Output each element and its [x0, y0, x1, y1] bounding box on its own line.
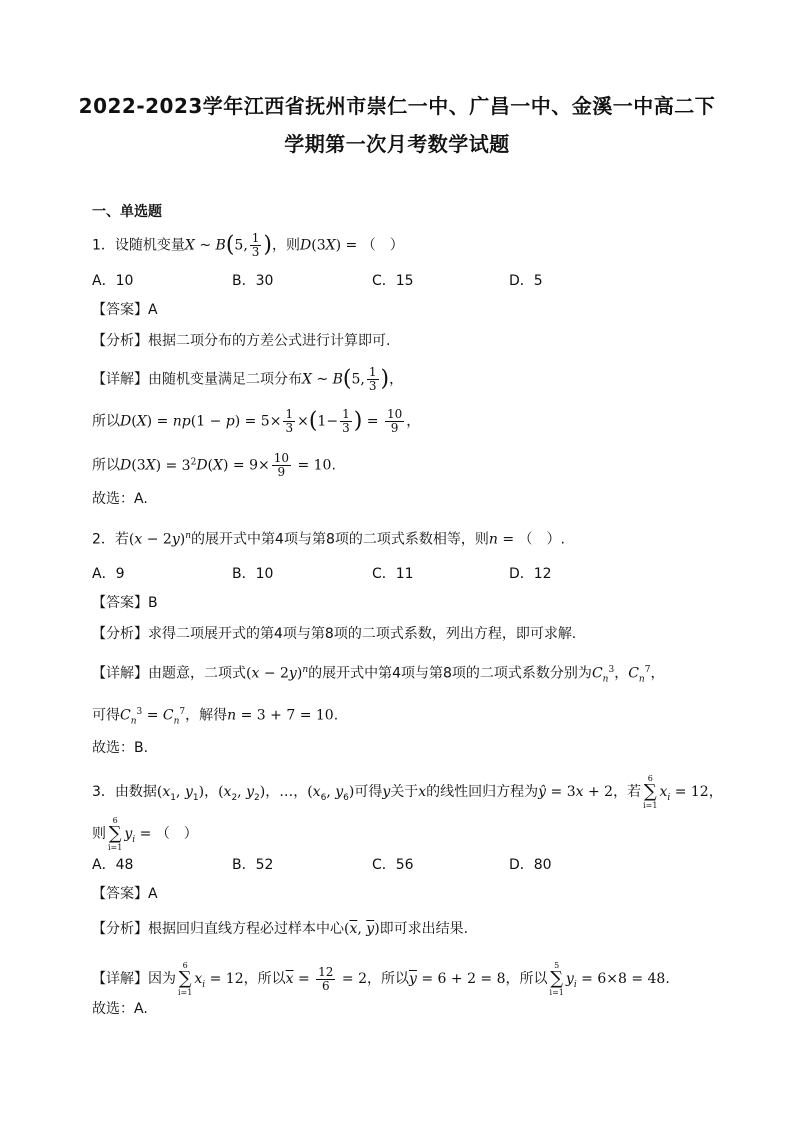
section-heading: 一、单选题: [92, 204, 162, 220]
q1-option-c: C．15: [372, 273, 414, 289]
q2-equation: 可得$C_n^3 = C_n^7$，解得n = 3 + 7 = 10.: [92, 707, 339, 727]
q2-choice: 故选：B.: [92, 740, 149, 756]
q3-detail: 【详解】因为 6 ∑ i=1 $x_i = 12$，所以$\overline{x}$ = $\frac{12}{6}$ = 2，所以$\overline{y} = 6 + 2 = 8$，所以 5 ∑ i=1 $y_i = 6\times 8 = 48$.: [92, 961, 670, 997]
q3-option-a: A．48: [92, 857, 134, 873]
q2-stem: 2．若$(x - 2y)^n$的展开式中第4项与第8项的二项式系数相等，则n = （ ）.: [92, 531, 565, 548]
q2-answer: 【答案】B: [92, 595, 158, 611]
q1-option-d: D．5: [509, 273, 543, 289]
q3-answer: 【答案】A: [92, 886, 158, 902]
q2-option-c: C．11: [372, 566, 414, 582]
q2-option-d: D．12: [509, 566, 552, 582]
q1-analysis: 【分析】根据二项分布的方差公式进行计算即可.: [92, 333, 391, 349]
q2-option-a: A．9: [92, 566, 125, 582]
q1-option-b: B．30: [232, 273, 274, 289]
q2-analysis: 【分析】求得二项展开式的第4项与第8项的二项式系数，列出方程，即可求解.: [92, 626, 577, 642]
q2-option-b: B．10: [232, 566, 274, 582]
q1-detail: 【详解】由随机变量满足二项分布X ~ B(5, $\frac{1}{3}$ )，: [92, 365, 404, 393]
q3-option-d: D．80: [509, 857, 552, 873]
q1-option-a: A．10: [92, 273, 134, 289]
q3-question: 则 6 ∑ i=1 $y_i$ = （ ）: [92, 816, 198, 852]
q3-analysis: 【分析】根据回归直线方程必过样本中心($\overline{x}$, $\overline{y}$)即可求出结果.: [92, 921, 469, 937]
q1-choice: 故选：A.: [92, 491, 148, 507]
title-line-2: 学期第一次月考数学试题: [284, 132, 510, 156]
q1-stem: 1．设随机变量X ~ B(5, $\frac{1}{3}$ )，则D(3X) = （ ）: [92, 231, 404, 259]
title-line-1: 2022-2023学年江西省抚州市崇仁一中、广昌一中、金溪一中高二下: [78, 94, 716, 118]
q3-option-c: C．56: [372, 857, 414, 873]
q3-choice: 故选：A.: [92, 1001, 148, 1017]
q1-variance-step: 所以D(X) = np(1 − p) = 5× $\frac{1}{3}$ ×(1− $\frac{1}{3}$ ) = $\frac{10}{9}$ ，: [92, 407, 421, 435]
q2-detail: 【详解】由题意，二项式$(x - 2y)^n$的展开式中第4项与第8项的二项式系数分别为$C_n^3$，$C_n^7$，: [92, 665, 665, 685]
q1-answer: 【答案】A: [92, 302, 158, 318]
q3-option-b: B．52: [232, 857, 274, 873]
q3-stem: 3．由数据($x_1$, $y_1$)，($x_2$, $y_2$)，…，($x_6$, $y_6$)可得y关于x的线性回归方程为ŷ = 3x + 2，若 6 ∑ i=1 $x_i = 12$，: [92, 774, 723, 810]
q1-result-step: 所以$D(3X) = 3^2D(X) = 9\times$ $\frac{10}{9}$ = 10.: [92, 451, 336, 479]
